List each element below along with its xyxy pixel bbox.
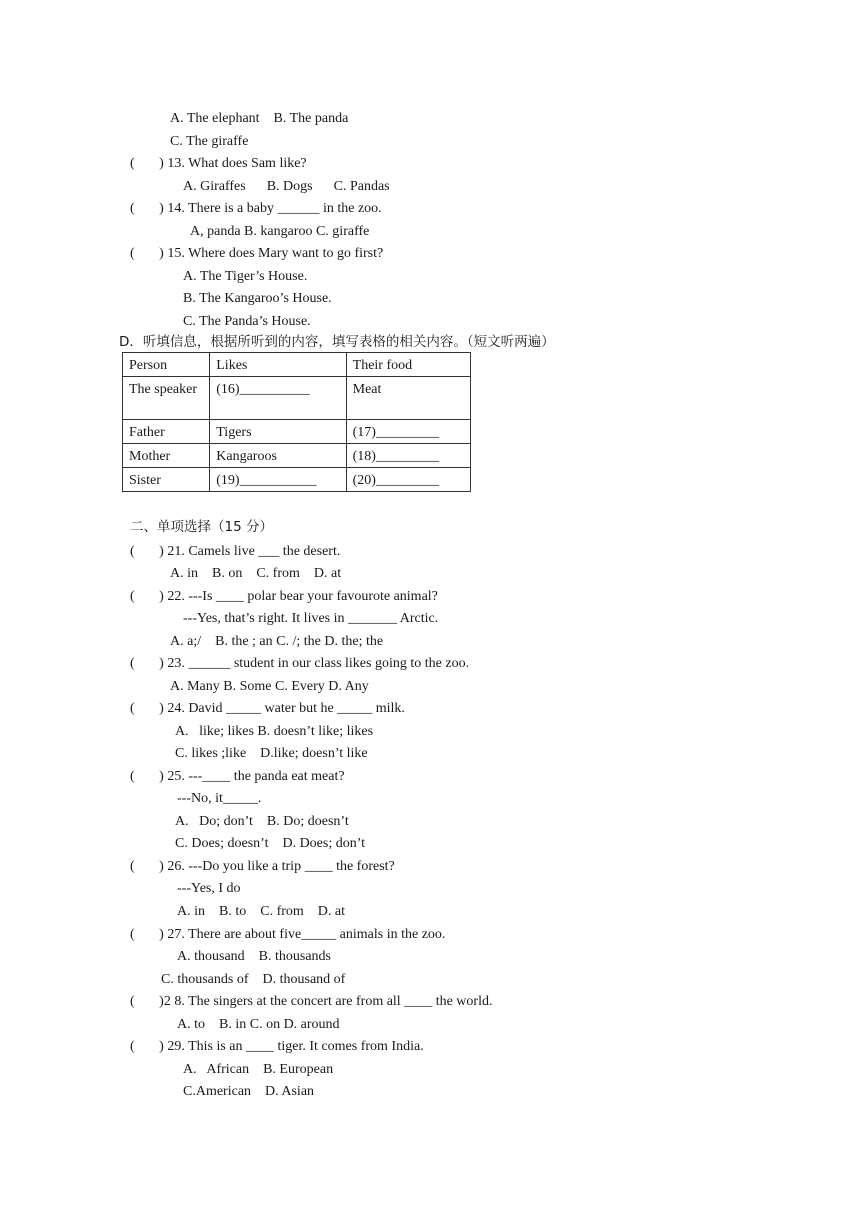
table-row [123,420,471,444]
table-cell: Tigers [210,420,346,444]
q29-options-a-b: A. African B. European [183,1062,334,1077]
table-cell-blank-18[interactable]: (18)_________ [346,444,470,468]
q12-option-c: C. The giraffe [170,134,249,149]
question-22: ( ) 22. ---Is ____ polar bear your favourote animal? [130,589,438,604]
question-21: ( ) 21. Camels live ___ the desert. [130,544,341,559]
table-cell-blank-20[interactable]: (20)_________ [346,468,470,492]
table-cell: Meat [346,377,470,420]
q13-options: A. Giraffes B. Dogs C. Pandas [183,179,390,194]
table-row [123,377,471,420]
q15-option-b: B. The Kangaroo’s House. [183,291,332,306]
question-13: ( ) 13. What does Sam like? [130,156,307,171]
question-24: ( ) 24. David _____ water but he _____ milk. [130,701,405,716]
question-23: ( ) 23. ______ student in our class likes going to the zoo. [130,656,470,671]
q21-options: A. in B. on C. from D. at [170,566,342,581]
info-table [122,352,471,492]
part-d-title: D．听填信息，根据所听到的内容，填写表格的相关内容。（短文听两遍） [119,334,555,350]
q28-options: A. to B. in C. on D. around [177,1017,340,1032]
q24-options-c-d: C. likes ;like D.like; doesn’t like [175,746,368,761]
q26-dialogue: ---Yes, I do [177,881,241,896]
question-27: ( ) 27. There are about five_____ animals in the zoo. [130,927,446,942]
table-cell: The speaker [123,377,210,420]
table-row [123,444,471,468]
question-29: ( ) 29. This is an ____ tiger. It comes from India. [130,1039,424,1054]
q27-options-c-d: C. thousands of D. thousand of [161,972,346,987]
question-26: ( ) 26. ---Do you like a trip ____ the forest? [130,859,395,874]
question-28: ( )2 8. The singers at the concert are from all ____ the world. [130,994,493,1009]
section-two-title: 二、单项选择（15 分） [130,519,273,535]
q22-dialogue: ---Yes, that’s right. It lives in _______ Arctic. [183,611,439,626]
table-header-cell: Person [123,353,210,377]
q29-options-c-d: C.American D. Asian [183,1084,315,1099]
question-15: ( ) 15. Where does Mary want to go first? [130,246,384,261]
q27-options-a-b: A. thousand B. thousands [177,949,331,964]
table-cell: Kangaroos [210,444,346,468]
q25-options-a-b: A. Do; don’t B. Do; doesn’t [175,814,349,829]
q12-option-a-b: A. The elephant B. The panda [170,111,349,126]
table-header-cell: Their food [346,353,470,377]
q26-options: A. in B. to C. from D. at [177,904,345,919]
table-header-cell: Likes [210,353,346,377]
table-cell-blank-19[interactable]: (19)___________ [210,468,346,492]
question-14: ( ) 14. There is a baby ______ in the zoo. [130,201,382,216]
q25-dialogue: ---No, it_____. [177,791,262,806]
table-cell: Sister [123,468,210,492]
q15-option-a: A. The Tiger’s House. [183,269,308,284]
q24-options-a-b: A. like; likes B. doesn’t like; likes [175,724,374,739]
question-25: ( ) 25. ---____ the panda eat meat? [130,769,345,784]
table-cell: Father [123,420,210,444]
table-cell-blank-16[interactable]: (16)__________ [210,377,346,420]
table-cell: Mother [123,444,210,468]
q22-options: A. a;/ B. the ; an C. /; the D. the; the [170,634,384,649]
table-header-row [123,353,471,377]
q23-options: A. Many B. Some C. Every D. Any [170,679,369,694]
q15-option-c: C. The Panda’s House. [183,314,311,329]
q25-options-c-d: C. Does; doesn’t D. Does; don’t [175,836,366,851]
table-cell-blank-17[interactable]: (17)_________ [346,420,470,444]
q14-options: A, panda B. kangaroo C. giraffe [190,224,370,239]
table-row [123,468,471,492]
